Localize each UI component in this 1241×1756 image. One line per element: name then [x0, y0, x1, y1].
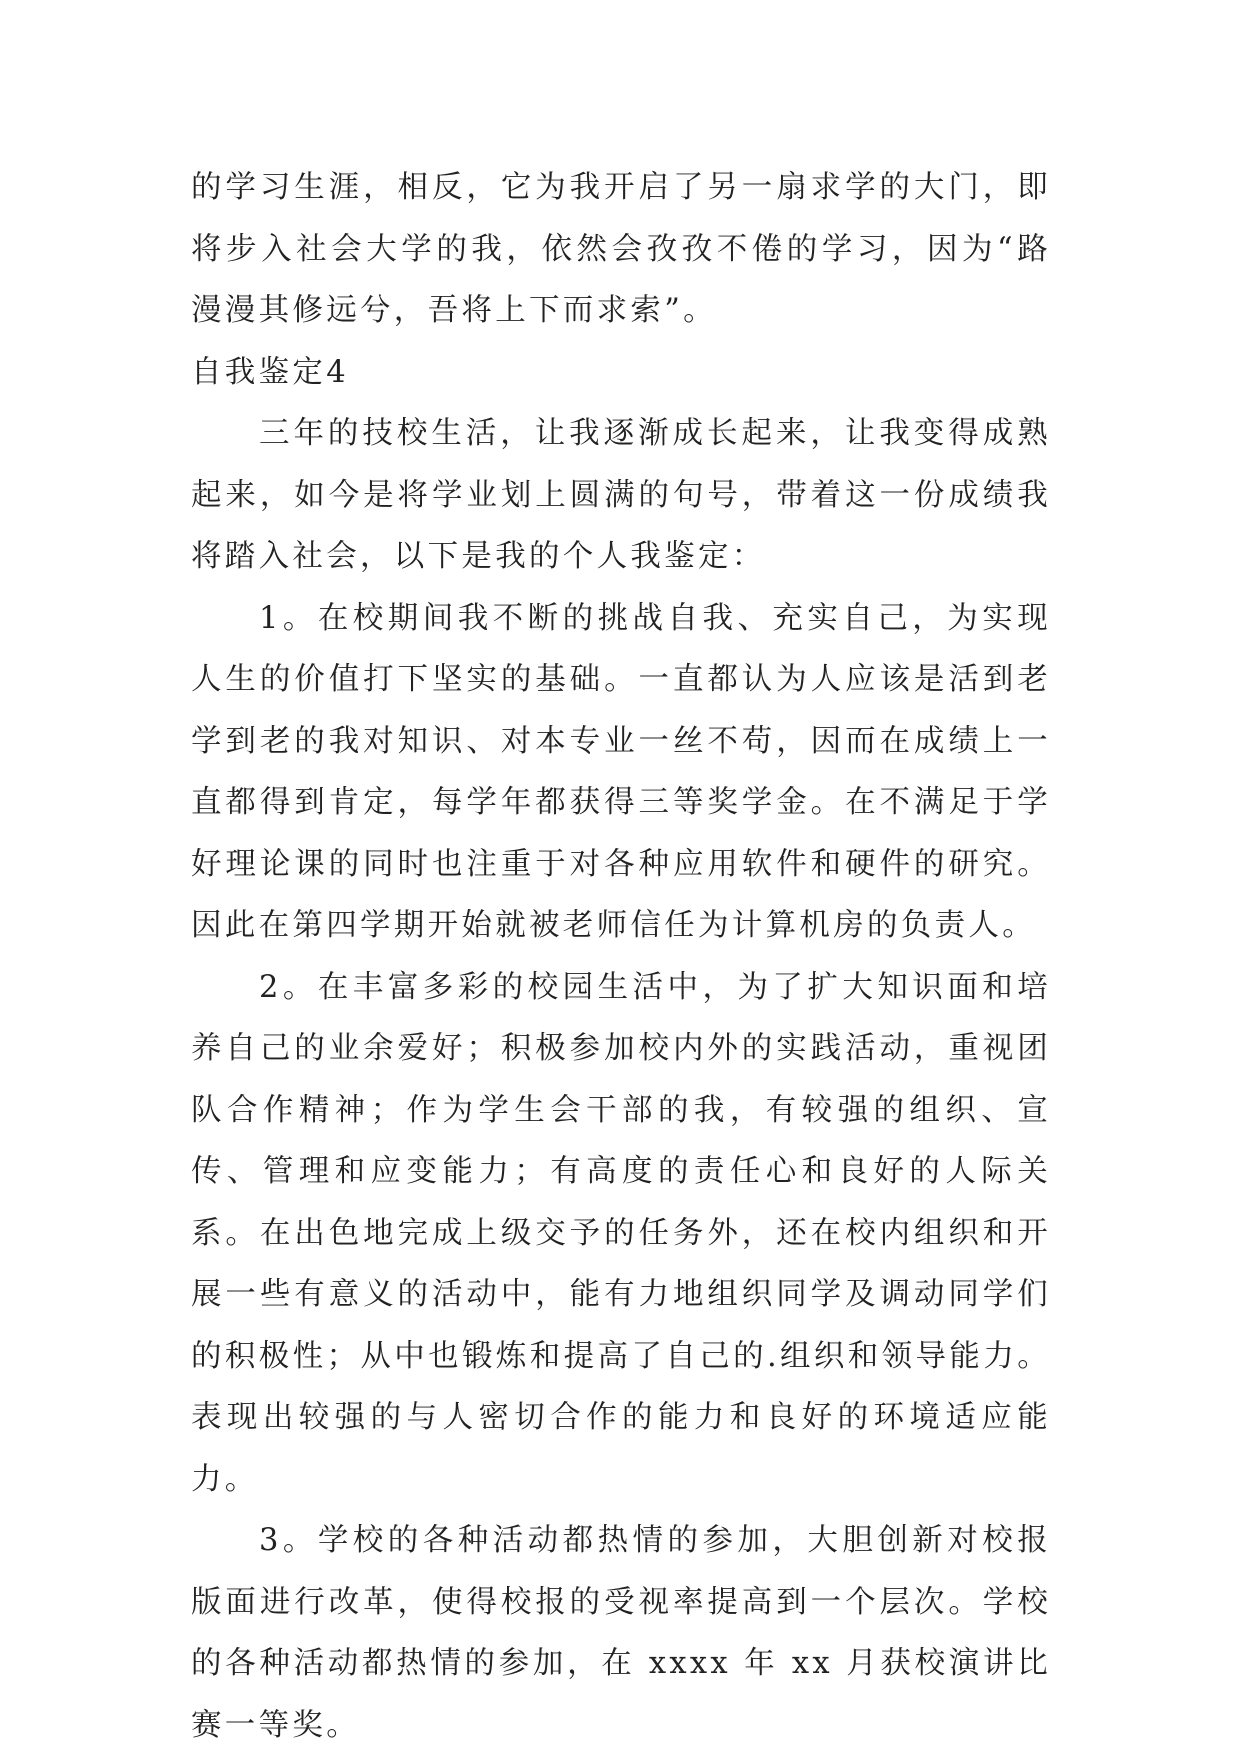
paragraph-item-3: 3。学校的各种活动都热情的参加，大胆创新对校报版面进行改革，使得校报的受视率提高到一个层次。学校的各种活动都热情的参加，在 xxxx 年 xx 月获校演讲比赛一等奖。	[191, 1523, 1051, 1743]
document-body	[191, 157, 1051, 1756]
section-heading: 自我鉴定4	[191, 354, 349, 390]
paragraph-intro: 三年的技校生活，让我逐渐成长起来，让我变得成熟起来，如今是将学业划上圆满的句号，带着这一份成绩我将踏入社会，以下是我的个人我鉴定：	[191, 416, 1051, 574]
paragraph-item-2: 2。在丰富多彩的校园生活中，为了扩大知识面和培养自己的业余爱好；积极参加校内外的实践活动，重视团队合作精神；作为学生会干部的我，有较强的组织、宣传、管理和应变能力；有高度的责任心和良好的人际关系。在出色地完成上级交予的任务外，还在校内组织和开展一些有意义的活动中，能有力地组织同学及调动同学们的积极性；从中也锻炼和提高了自己的.组织和领导能力。表现出较强的与人密切合作的能力和良好的环境适应能力。	[191, 969, 1051, 1497]
paragraph-continuation: 的学习生涯，相反，它为我开启了另一扇求学的大门，即将步入社会大学的我，依然会孜孜不倦的学习，因为“路漫漫其修远兮，吾将上下而求索”。	[191, 170, 1051, 328]
paragraph-item-1: 1。在校期间我不断的挑战自我、充实自己，为实现人生的价值打下坚实的基础。一直都认为人应该是活到老学到老的我对知识、对本专业一丝不苟，因而在成绩上一直都得到肯定，每学年都获得三等奖学金。在不满足于学好理论课的同时也注重于对各种应用软件和硬件的研究。因此在第四学期开始就被老师信任为计算机房的负责人。	[191, 600, 1051, 943]
